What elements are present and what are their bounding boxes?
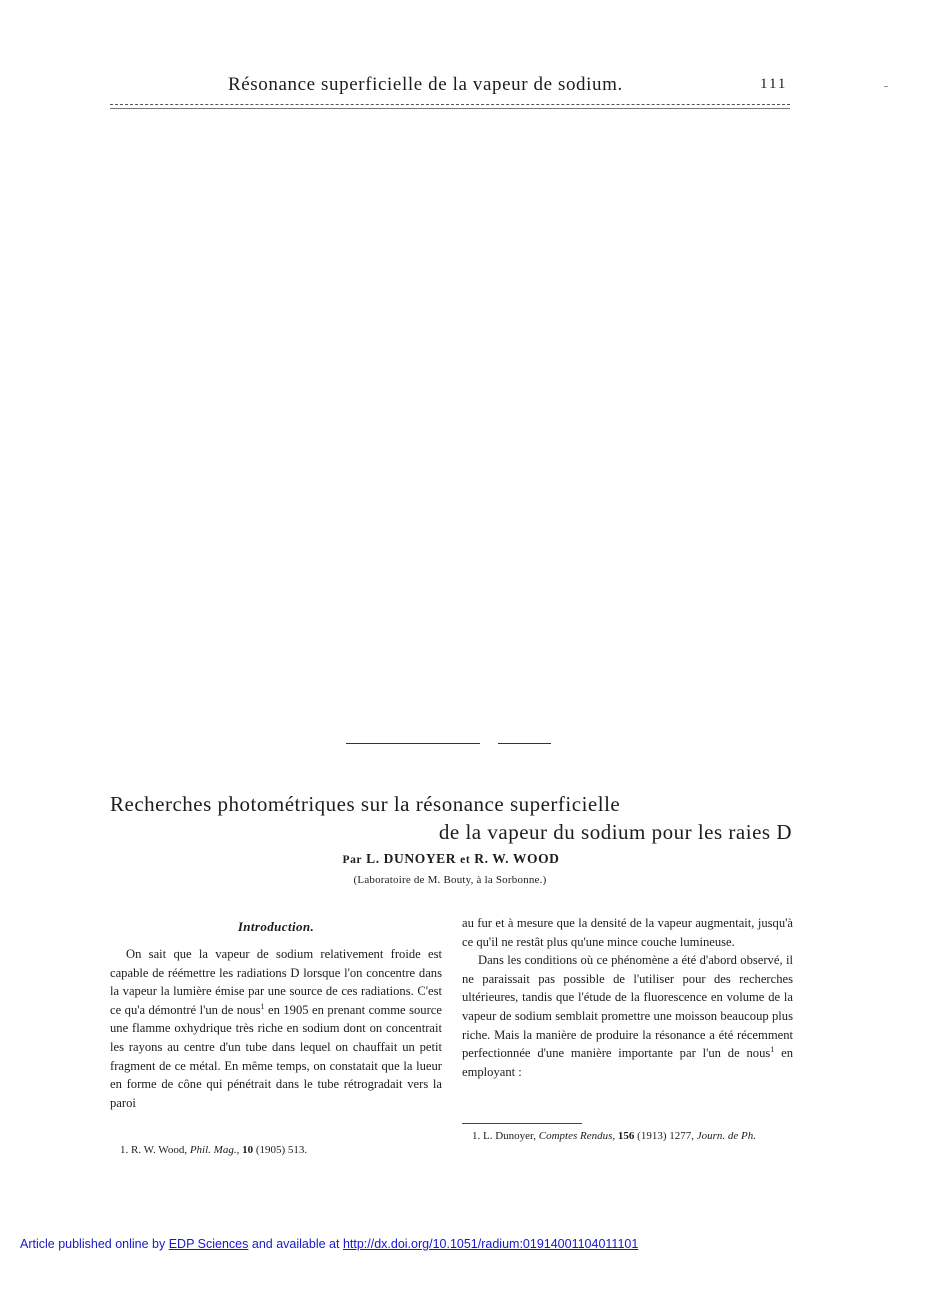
running-head xyxy=(110,72,790,102)
publisher-link[interactable]: EDP Sciences xyxy=(168,1237,249,1251)
affiliation: (Laboratoire de M. Bouty, à la Sorbonne.) xyxy=(353,874,547,886)
paragraph-1 xyxy=(110,945,442,1112)
doi-link[interactable]: http://dx.doi.org/10.1051/radium:01914001104011101 xyxy=(342,1237,639,1251)
footnote-volume: 10 xyxy=(242,1144,254,1156)
author-1: L. DUNOYER xyxy=(366,851,457,866)
footnote-ref: 1 xyxy=(770,1044,775,1054)
footnote-ref: 1 xyxy=(260,1001,265,1011)
paragraph-2-text-b: en employant : xyxy=(462,1046,793,1079)
paragraph-2-text-a: Dans les conditions où ce phénomène a été d'abord observé, il ne paraissait pas possible de l'utiliser pour des recherches ultérieures, tandis que l'étude de la fluorescence en volume de la vapeur de sodium semblait promettre une moisson beaucoup plus riche. Mais la manière de produire la résonance a été récemment perfectionnée d'une manière importante par l'un de nous xyxy=(462,953,793,1061)
section-heading: Introduction. xyxy=(237,919,315,934)
right-column xyxy=(462,914,793,1081)
corner-mark: ˉ xyxy=(884,82,888,96)
footnote-year-page: (1905) 513. xyxy=(255,1144,308,1156)
footnote-journal: Phil. Mag., xyxy=(189,1144,240,1156)
footnote-number: 1. xyxy=(120,1144,129,1156)
article-title-line-2: de la vapeur du sodium pour les raies D xyxy=(438,820,792,844)
author-2: R. W. WOOD xyxy=(474,851,560,866)
running-title: Résonance superficielle de la vapeur de sodium. xyxy=(228,74,623,95)
footnote-author: L. Dunoyer, xyxy=(483,1130,537,1142)
footnote-journal-2: Journ. de Ph. xyxy=(696,1130,757,1142)
footnote-author: R. W. Wood, xyxy=(131,1144,188,1156)
page-number: 111 xyxy=(760,76,788,92)
byline-par: Par xyxy=(342,854,363,866)
byline xyxy=(110,851,792,867)
footnote-year-page: (1913) 1277, xyxy=(637,1130,694,1142)
header-rule xyxy=(110,104,790,105)
right-footnote xyxy=(472,1128,792,1144)
article-title-line-1: Recherches photométriques sur la résonance superficielle xyxy=(110,792,621,816)
publisher-banner xyxy=(20,1237,920,1251)
paragraph-1-text-a: On sait que la vapeur de sodium relativement froide est capable de réémettre les radiations D lorsque l'on concentre dans la vapeur la lumière émise par une source de ces radiations. C'est ce qu'a démontré l'un de nous xyxy=(110,947,442,1017)
byline-et: et xyxy=(460,854,471,866)
paragraph-2 xyxy=(462,951,793,1081)
banner-middle: and available at xyxy=(251,1237,340,1251)
left-footnote xyxy=(120,1142,442,1158)
article-title xyxy=(110,790,792,846)
footnote-rule xyxy=(462,1123,582,1124)
continuation-paragraph: au fur et à mesure que la densité de la vapeur augmentait, jusqu'à ce qu'il ne restât plus qu'une mince couche lumineuse. xyxy=(462,916,793,949)
header-rule-lower xyxy=(110,108,790,109)
footnote-volume: 156 xyxy=(617,1130,635,1142)
banner-prefix: Article published online by xyxy=(20,1237,166,1251)
left-column xyxy=(110,945,442,1112)
footnote-journal: Comptes Rendus, xyxy=(538,1130,616,1142)
footnote-number: 1. xyxy=(472,1130,481,1142)
article-separator-left xyxy=(346,743,480,744)
paragraph-1-text-b: en 1905 en prenant comme source une flamme oxhydrique très riche en sodium dont on concentrait les rayons au centre d'un tube dans lequel on chauffait un petit fragment de ce métal. En même temps, on constatait que la lueur en forme de cône qui pénétrait dans le tube rétrogradait vers la paroi xyxy=(110,1002,442,1110)
article-separator-right xyxy=(498,743,551,744)
